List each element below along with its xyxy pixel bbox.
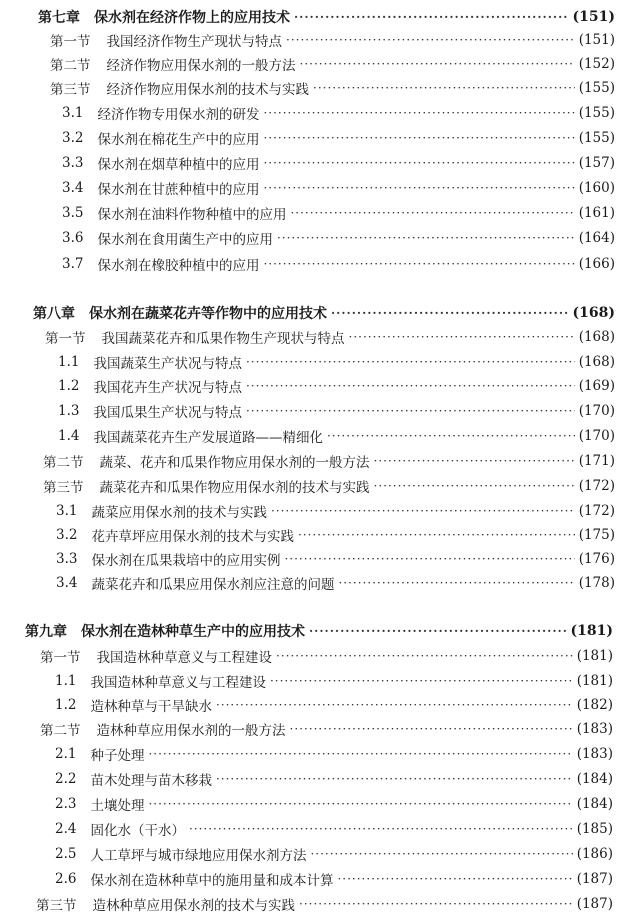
toc-number: 1.2 [58,378,80,394]
dot-leader [271,504,575,518]
toc-number: 2.3 [55,796,77,812]
dot-leader [148,797,572,811]
toc-section-entry[interactable] [36,893,613,915]
toc-section-entry[interactable] [43,450,615,472]
toc-number: 2.4 [55,821,77,837]
toc-title: 保水剂在油料作物种植中的应用 [97,207,287,223]
toc-title: 我国造林种草意义与工程建设 [90,675,266,691]
toc-page-number: (160) [578,180,615,196]
toc-number: 第三节 [50,82,91,98]
toc-title: 造林种草应用保水剂的一般方法 [96,723,286,739]
toc-page-number: (161) [578,205,615,221]
toc-section-entry[interactable] [43,475,615,497]
toc-title: 苗木处理与苗木移栽 [90,773,212,789]
toc-number: 3.5 [62,205,84,221]
toc-page-number: (168) [578,354,615,370]
toc-title: 经济作物应用保水剂的技术与实践 [106,82,309,98]
toc-number: 3.6 [62,230,84,246]
toc-number: 第二节 [50,58,91,74]
toc-number: 2.5 [55,846,77,862]
toc-number: 3.1 [62,105,84,121]
toc-title: 我国蔬菜花卉生产发展道路——精细化 [93,430,323,446]
toc-number: 3.3 [62,155,84,171]
toc-number: 第九章 [25,624,67,640]
toc-chapter-heading[interactable] [33,302,615,324]
dot-leader [246,379,575,393]
toc-page-number: (155) [578,130,615,146]
dot-leader [263,106,574,120]
toc-title: 固化水（干水） [90,823,185,839]
toc-number: 第一节 [50,34,91,50]
toc-number: 第三节 [43,480,84,496]
toc-subsection-entry[interactable] [62,102,615,124]
toc-subsection-entry[interactable] [62,152,615,174]
toc-title: 保水剂在食用菌生产中的应用 [97,232,273,248]
toc-title: 保水剂在烟草种植中的应用 [97,157,260,173]
toc-page-number: (168) [572,305,615,321]
toc-number: 2.1 [55,746,77,762]
dot-leader [294,10,569,24]
toc-number: 3.4 [62,180,84,196]
toc-title: 保水剂在造林种草中的施用量和成本计算 [90,873,334,889]
toc-subsection-entry[interactable] [62,127,615,149]
toc-number: 1.1 [58,354,80,370]
toc-title: 花卉草坪应用保水剂的技术与实践 [91,529,294,545]
dot-leader [309,624,567,638]
dot-leader [313,81,575,95]
toc-title: 保水剂在造林种草生产中的应用技术 [81,624,305,640]
dot-leader [284,552,574,566]
toc-number: 3.7 [62,256,84,272]
toc-title: 蔬菜花卉和瓜果作物应用保水剂的技术与实践 [99,480,370,496]
toc-title: 保水剂在经济作物上的应用技术 [94,10,290,26]
dot-leader [148,747,572,761]
toc-page-number: (168) [578,329,615,345]
toc-page-number: (183) [576,746,613,762]
toc-page-number: (176) [578,551,615,567]
toc-section-entry[interactable] [40,718,613,740]
toc-chapter-heading[interactable] [38,6,615,28]
toc-page-number: (178) [578,575,615,591]
toc-section-entry[interactable] [50,77,615,99]
toc-number: 2.6 [55,871,77,887]
toc-subsection-entry[interactable] [56,572,615,594]
toc-subsection-entry[interactable] [56,524,615,546]
toc-title: 蔬菜、花卉和瓜果作物应用保水剂的一般方法 [99,455,370,471]
toc-title: 经济作物专用保水剂的研发 [97,107,260,123]
toc-page-number: (151) [578,32,615,48]
dot-leader [290,722,573,736]
toc-title: 土壤处理 [90,798,145,814]
dot-leader [331,306,569,320]
dot-leader [263,181,574,195]
toc-number: 第七章 [38,10,80,26]
dot-leader [286,33,575,47]
toc-page-number: (172) [578,503,615,519]
toc-page-number: (181) [576,648,613,664]
toc-subsection-entry[interactable] [58,375,615,397]
toc-page-number: (187) [576,896,613,912]
dot-leader [270,674,573,688]
dot-leader [263,257,574,271]
toc-title: 我国蔬菜花卉和瓜果作物生产现状与特点 [101,331,345,347]
toc-title: 保水剂在甘蔗种植中的应用 [97,182,260,198]
toc-title: 人工草坪与城市绿地应用保水剂方法 [90,848,307,864]
dot-leader [216,772,573,786]
dot-leader [374,454,575,468]
toc-subsection-entry[interactable] [55,694,613,716]
toc-page-number: (187) [576,871,613,887]
toc-title: 种子处理 [90,748,145,764]
toc-page-number: (181) [570,623,613,639]
toc-title: 保水剂在棉花生产中的应用 [97,132,260,148]
dot-leader [246,404,575,418]
toc-page-number: (185) [576,821,613,837]
toc-page-number: (186) [576,846,613,862]
toc-number: 1.1 [55,673,77,689]
dot-leader [277,231,575,245]
dot-leader [216,698,573,712]
toc-title: 经济作物应用保水剂的一般方法 [106,58,296,74]
toc-subsection-entry[interactable] [55,793,613,815]
toc-number: 第二节 [43,455,84,471]
toc-subsection-entry[interactable] [58,425,615,447]
toc-page-number: (164) [578,230,615,246]
toc-number: 第二节 [40,723,81,739]
toc-page-number: (175) [578,527,615,543]
toc-title: 我国蔬菜生产状况与特点 [93,356,242,372]
toc-section-entry[interactable] [50,29,615,51]
dot-leader [300,57,575,71]
toc-subsection-entry[interactable] [62,253,615,275]
toc-number: 3.2 [62,130,84,146]
dot-leader [310,847,572,861]
toc-subsection-entry[interactable] [55,843,613,865]
toc-subsection-entry[interactable] [62,202,615,224]
toc-section-entry[interactable] [40,645,613,667]
toc-number: 3.1 [56,503,78,519]
dot-leader [263,131,574,145]
toc-page-number: (182) [576,697,613,713]
toc-number: 第三节 [36,898,77,914]
toc-page-number: (184) [576,796,613,812]
toc-subsection-entry[interactable] [58,351,615,373]
toc-title: 我国经济作物生产现状与特点 [106,34,282,50]
toc-title: 保水剂在瓜果栽培中的应用实例 [91,553,281,569]
dot-leader [246,355,575,369]
dot-leader [263,156,574,170]
dot-leader [327,429,575,443]
toc-subsection-entry[interactable] [55,670,613,692]
toc-page-number: (155) [578,105,615,121]
toc-subsection-entry[interactable] [62,177,615,199]
toc-title: 蔬菜应用保水剂的技术与实践 [91,505,267,521]
toc-subsection-entry[interactable] [62,227,615,249]
dot-leader [349,330,575,344]
toc-subsection-entry[interactable] [55,768,613,790]
toc-title: 我国造林种草意义与工程建设 [96,650,272,666]
toc-page-number: (169) [578,378,615,394]
toc-number: 第一节 [40,650,81,666]
dot-leader [374,479,575,493]
toc-number: 1.3 [58,403,80,419]
dot-leader [337,872,572,886]
toc-page-number: (166) [578,256,615,272]
dot-leader [338,576,574,590]
toc-title: 蔬菜花卉和瓜果应用保水剂应注意的问题 [91,577,335,593]
toc-number: 第一节 [45,331,86,347]
toc-title: 保水剂在蔬菜花卉等作物中的应用技术 [89,306,327,322]
toc-number: 2.2 [55,771,77,787]
toc-page-number: (155) [578,80,615,96]
toc-number: 3.3 [56,551,78,567]
toc-title: 保水剂在橡胶种植中的应用 [97,258,260,274]
toc-page-number: (157) [578,155,615,171]
toc-page-number: (170) [578,403,615,419]
toc-subsection-entry[interactable] [55,868,613,890]
dot-leader [290,206,574,220]
toc-page-number: (171) [578,453,615,469]
toc-subsection-entry[interactable] [56,500,615,522]
toc-section-entry[interactable] [45,326,615,348]
toc-subsection-entry[interactable] [58,400,615,422]
toc-number: 3.2 [56,527,78,543]
toc-page-number: (181) [576,673,613,689]
dot-leader [298,528,575,542]
toc-title: 造林种草与干旱缺水 [90,699,212,715]
toc-title: 我国花卉生产状况与特点 [93,380,242,396]
toc-number: 1.2 [55,697,77,713]
dot-leader [276,649,573,663]
dot-leader [189,822,573,836]
toc-number: 1.4 [58,428,80,444]
toc-page-number: (152) [578,56,615,72]
toc-number: 3.4 [56,575,78,591]
toc-chapter-heading[interactable] [25,620,613,642]
toc-page-number: (183) [576,721,613,737]
toc-page-number: (172) [578,478,615,494]
toc-title: 造林种草应用保水剂的技术与实践 [92,898,295,914]
toc-section-entry[interactable] [50,53,615,75]
toc-page-number: (184) [576,771,613,787]
toc-page-number: (151) [572,9,615,25]
toc-subsection-entry[interactable] [56,548,615,570]
toc-number: 第八章 [33,306,75,322]
toc-page-number: (170) [578,428,615,444]
dot-leader [299,897,573,911]
toc-subsection-entry[interactable] [55,818,613,840]
toc-subsection-entry[interactable] [55,743,613,765]
toc-title: 我国瓜果生产状况与特点 [93,405,242,421]
